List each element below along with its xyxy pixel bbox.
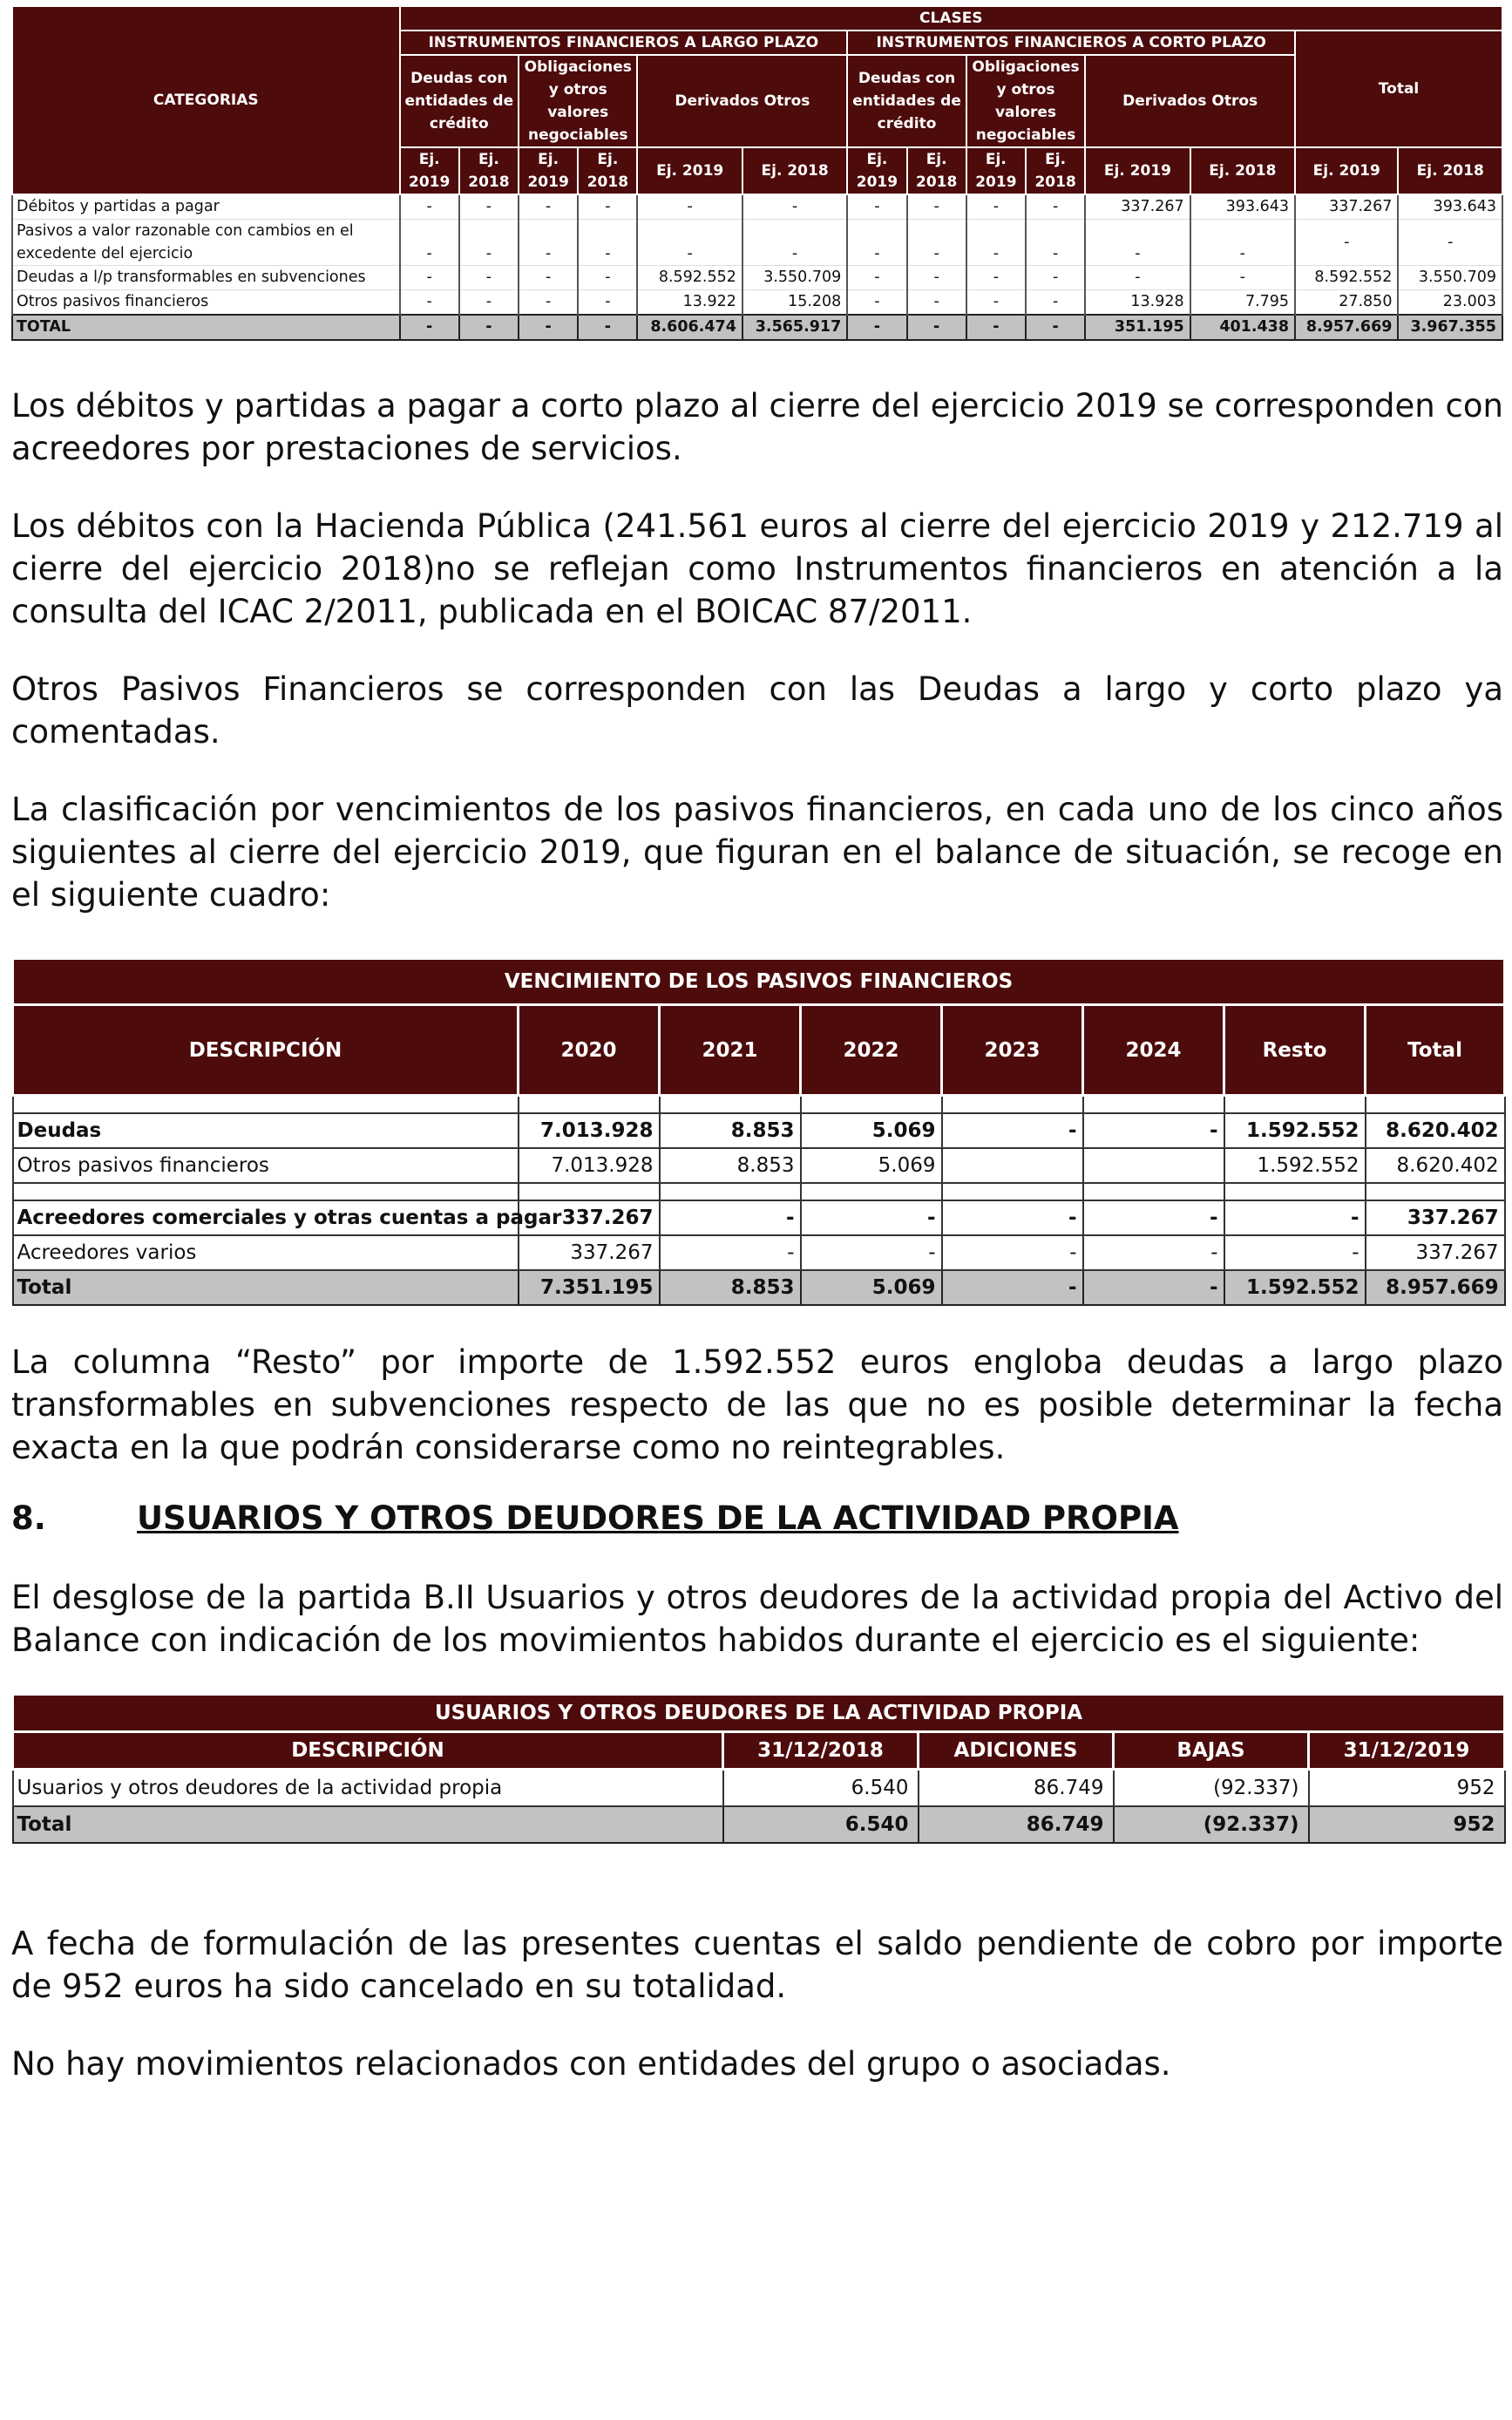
total-value: 8.606.474 <box>637 315 742 340</box>
year-header: Ej. 2019 <box>400 147 459 194</box>
year-header: Ej. 2018 <box>907 147 966 194</box>
year-header: Ej. 2019 <box>1085 147 1190 194</box>
table-row <box>13 1200 1505 1235</box>
paragraph: La clasificación por vencimientos de los pasivos financieros, en cada uno de los cinco años siguientes al cierre del ejercicio 2019, que figuran en el balance de situación, se recoge en el siguiente cuadro: <box>11 791 1503 914</box>
cell-value: 1.592.552 <box>1224 1113 1366 1148</box>
total-label: Total <box>13 1270 519 1305</box>
total-value: 3.565.917 <box>742 315 847 340</box>
cell-value: - <box>400 194 459 220</box>
section-number: 8. <box>11 1499 46 1537</box>
usuarios-table-title: USUARIOS Y OTROS DEUDORES DE LA ACTIVIDAD PROPIA <box>13 1695 1505 1732</box>
cell-value: 3.550.709 <box>742 266 847 290</box>
cell-value: - <box>966 220 1026 266</box>
cell-value: - <box>1083 1235 1224 1270</box>
total-value: - <box>847 315 906 340</box>
year-header: Ej. 2018 <box>742 147 847 194</box>
corto-plazo-header: INSTRUMENTOS FINANCIEROS A CORTO PLAZO <box>847 31 1295 55</box>
cell-value: - <box>1398 220 1502 266</box>
cell-value: (92.337) <box>1114 1770 1309 1807</box>
paragraph: El desglose de la partida B.II Usuarios y otros deudores de la actividad propia del Activo del Balance con indicación de los movimientos habidos durante el ejercicio es el siguiente: <box>11 1579 1503 1659</box>
section-heading <box>11 1497 1503 1540</box>
cell-value: 1.592.552 <box>1224 1148 1366 1183</box>
cell-value: 337.267 <box>1295 194 1398 220</box>
cell-value: - <box>801 1200 942 1235</box>
usuarios-deudores-table <box>11 1693 1506 1844</box>
row-label: Pasivos a valor razonable con cambios en el excedente del ejercicio <box>12 220 400 266</box>
cell-value: - <box>578 290 637 316</box>
cell-value: 5.069 <box>801 1113 942 1148</box>
cell-value: - <box>801 1235 942 1270</box>
total-value: 8.957.669 <box>1366 1270 1505 1305</box>
cell-value: 27.850 <box>1295 290 1398 316</box>
row-label: Deudas <box>13 1113 519 1148</box>
cell-value: - <box>459 266 519 290</box>
cell-value: - <box>1026 220 1085 266</box>
cell-value: 8.853 <box>660 1148 801 1183</box>
column-header: DESCRIPCIÓN <box>13 1005 519 1096</box>
cell-value: - <box>907 220 966 266</box>
table-row <box>13 1148 1505 1183</box>
total-value: 351.195 <box>1085 315 1190 340</box>
spacer-row <box>13 1183 1505 1200</box>
derivados-header: Derivados Otros <box>1085 55 1295 147</box>
cell-value: 8.592.552 <box>1295 266 1398 290</box>
obligaciones-header: Obligaciones y otros valores negociables <box>519 55 637 147</box>
paragraph: Los débitos con la Hacienda Pública (241.561 euros al cierre del ejercicio 2019 y 212.719 al cierre del ejercicio 2018)no se reflejan como Instrumentos financieros en atención a la consulta del ICAC 2/2011, publicada en el BOICAC 87/2011. <box>11 507 1503 630</box>
cell-value: 8.620.402 <box>1366 1113 1505 1148</box>
paragraph: A fecha de formulación de las presentes cuentas el saldo pendiente de cobro por importe de 952 euros ha sido cancelado en su totalidad. <box>11 1925 1503 2005</box>
cell-value: - <box>847 290 906 316</box>
total-label: Total <box>13 1806 723 1843</box>
spacer-row <box>13 1096 1505 1114</box>
year-header: Ej. 2018 <box>1190 147 1295 194</box>
year-header: Ej. 2018 <box>578 147 637 194</box>
derivados-header: Derivados Otros <box>637 55 847 147</box>
total-value: 86.749 <box>919 1806 1114 1843</box>
cell-value: 3.550.709 <box>1398 266 1502 290</box>
total-value: 8.853 <box>660 1270 801 1305</box>
total-value: 401.438 <box>1190 315 1295 340</box>
total-value: - <box>1083 1270 1224 1305</box>
cell-value: 7.013.928 <box>519 1148 660 1183</box>
row-label: Débitos y partidas a pagar <box>12 194 400 220</box>
total-value: - <box>1026 315 1085 340</box>
total-value: - <box>942 1270 1083 1305</box>
categorias-header: CATEGORIAS <box>12 6 400 194</box>
cell-value <box>942 1148 1083 1183</box>
cell-value: - <box>1026 266 1085 290</box>
financial-instruments-table <box>11 5 1503 341</box>
deudas-entidades-header: Deudas con entidades de crédito <box>847 55 966 147</box>
cell-value: - <box>942 1113 1083 1148</box>
cell-value: - <box>942 1200 1083 1235</box>
cell-value: 337.267 <box>1366 1200 1505 1235</box>
column-header: BAJAS <box>1114 1732 1309 1770</box>
clases-header: CLASES <box>400 6 1502 31</box>
cell-value: - <box>966 194 1026 220</box>
column-header: Resto <box>1224 1005 1366 1096</box>
cell-value: - <box>637 194 742 220</box>
cell-value: 952 <box>1309 1770 1505 1807</box>
cell-value: - <box>578 194 637 220</box>
cell-value: - <box>519 266 578 290</box>
total-label: TOTAL <box>12 315 400 340</box>
obligaciones-header: Obligaciones y otros valores negociables <box>966 55 1085 147</box>
cell-value: - <box>578 266 637 290</box>
total-value: 6.540 <box>723 1806 919 1843</box>
cell-value: 337.267 <box>519 1200 660 1235</box>
row-label: Otros pasivos financieros <box>12 290 400 316</box>
cell-value: 15.208 <box>742 290 847 316</box>
cell-value: 337.267 <box>1085 194 1190 220</box>
total-value: - <box>907 315 966 340</box>
cell-value: - <box>1190 266 1295 290</box>
column-header: 31/12/2019 <box>1309 1732 1505 1770</box>
cell-value: - <box>578 220 637 266</box>
cell-value: - <box>1085 266 1190 290</box>
cell-value: - <box>907 194 966 220</box>
column-header: 2023 <box>942 1005 1083 1096</box>
total-value: - <box>400 315 459 340</box>
cell-value: 337.267 <box>519 1235 660 1270</box>
total-value: 952 <box>1309 1806 1505 1843</box>
total-value: 1.592.552 <box>1224 1270 1366 1305</box>
year-header: Ej. 2019 <box>847 147 906 194</box>
year-header: Ej. 2019 <box>966 147 1026 194</box>
column-header: 2021 <box>660 1005 801 1096</box>
total-value: - <box>966 315 1026 340</box>
column-header: 2020 <box>519 1005 660 1096</box>
row-label: Otros pasivos financieros <box>13 1148 519 1183</box>
total-row <box>13 1270 1505 1305</box>
cell-value: - <box>966 290 1026 316</box>
column-header: 31/12/2018 <box>723 1732 919 1770</box>
cell-value: 8.853 <box>660 1113 801 1148</box>
cell-value: - <box>660 1235 801 1270</box>
cell-value: - <box>742 194 847 220</box>
total-header: Total <box>1295 31 1502 147</box>
cell-value: - <box>1224 1235 1366 1270</box>
total-row <box>12 315 1502 340</box>
cell-value: - <box>1190 220 1295 266</box>
row-label: Acreedores comerciales y otras cuentas a pagar <box>13 1200 519 1235</box>
paragraph: Los débitos y partidas a pagar a corto plazo al cierre del ejercicio 2019 se corresponden con acreedores por prestaciones de servicios. <box>11 387 1503 467</box>
year-header: Ej. 2018 <box>459 147 519 194</box>
table-row <box>13 1113 1505 1148</box>
paragraph: Otros Pasivos Financieros se corresponden con las Deudas a largo y corto plazo ya comentadas. <box>11 670 1503 751</box>
cell-value: 8.592.552 <box>637 266 742 290</box>
year-header: Ej. 2019 <box>1295 147 1398 194</box>
cell-value: - <box>847 266 906 290</box>
deudas-entidades-header: Deudas con entidades de crédito <box>400 55 519 147</box>
cell-value: - <box>519 220 578 266</box>
cell-value: - <box>1295 220 1398 266</box>
cell-value: - <box>966 266 1026 290</box>
table-row <box>12 194 1502 220</box>
year-header: Ej. 2018 <box>1026 147 1085 194</box>
cell-value: - <box>847 194 906 220</box>
total-value: 3.967.355 <box>1398 315 1502 340</box>
document-page <box>11 5 1503 2085</box>
column-header: ADICIONES <box>919 1732 1114 1770</box>
year-header: Ej. 2019 <box>637 147 742 194</box>
cell-value: - <box>400 220 459 266</box>
cell-value: 5.069 <box>801 1148 942 1183</box>
paragraph: No hay movimientos relacionados con entidades del grupo o asociadas. <box>11 2045 1171 2083</box>
cell-value: - <box>400 290 459 316</box>
total-value: - <box>459 315 519 340</box>
paragraph: La columna “Resto” por importe de 1.592.552 euros engloba deudas a largo plazo transformables en subvenciones respecto de las que no es posible determinar la fecha exacta en la que podrán considerarse como no reintegrables. <box>11 1343 1503 1466</box>
cell-value: - <box>1026 290 1085 316</box>
cell-value: - <box>1085 220 1190 266</box>
cell-value: 393.643 <box>1190 194 1295 220</box>
cell-value: - <box>1083 1113 1224 1148</box>
column-header: Total <box>1366 1005 1505 1096</box>
cell-value: - <box>907 290 966 316</box>
cell-value: - <box>400 266 459 290</box>
cell-value: - <box>742 220 847 266</box>
cell-value: - <box>637 220 742 266</box>
table-row <box>12 290 1502 316</box>
total-value: 5.069 <box>801 1270 942 1305</box>
year-header: Ej. 2019 <box>519 147 578 194</box>
table-row <box>13 1770 1505 1807</box>
table-row <box>13 1235 1505 1270</box>
cell-value: - <box>1026 194 1085 220</box>
cell-value: - <box>907 266 966 290</box>
cell-value: 86.749 <box>919 1770 1114 1807</box>
cell-value: 7.795 <box>1190 290 1295 316</box>
cell-value: 6.540 <box>723 1770 919 1807</box>
cell-value <box>1083 1148 1224 1183</box>
cell-value: 13.928 <box>1085 290 1190 316</box>
cell-value: 393.643 <box>1398 194 1502 220</box>
cell-value: - <box>942 1235 1083 1270</box>
column-header: DESCRIPCIÓN <box>13 1732 723 1770</box>
cell-value: - <box>519 290 578 316</box>
cell-value: - <box>459 194 519 220</box>
cell-value: 337.267 <box>1366 1235 1505 1270</box>
section-title: USUARIOS Y OTROS DEUDORES DE LA ACTIVIDAD PROPIA <box>137 1499 1179 1537</box>
cell-value: - <box>459 220 519 266</box>
table-row <box>12 220 1502 266</box>
cell-value: - <box>459 290 519 316</box>
row-label: Acreedores varios <box>13 1235 519 1270</box>
column-header: 2024 <box>1083 1005 1224 1096</box>
year-header: Ej. 2018 <box>1398 147 1502 194</box>
table-row <box>12 266 1502 290</box>
row-label: Usuarios y otros deudores de la actividad propia <box>13 1770 723 1807</box>
total-value: - <box>519 315 578 340</box>
total-value: (92.337) <box>1114 1806 1309 1843</box>
total-value: 7.351.195 <box>519 1270 660 1305</box>
cell-value: - <box>1083 1200 1224 1235</box>
column-header: 2022 <box>801 1005 942 1096</box>
largo-plazo-header: INSTRUMENTOS FINANCIEROS A LARGO PLAZO <box>400 31 848 55</box>
maturity-table-title: VENCIMIENTO DE LOS PASIVOS FINANCIEROS <box>13 959 1505 1005</box>
cell-value: 13.922 <box>637 290 742 316</box>
total-value: 8.957.669 <box>1295 315 1398 340</box>
cell-value: 8.620.402 <box>1366 1148 1505 1183</box>
maturity-table <box>11 957 1506 1306</box>
cell-value: 7.013.928 <box>519 1113 660 1148</box>
cell-value: - <box>519 194 578 220</box>
cell-value: 23.003 <box>1398 290 1502 316</box>
cell-value: - <box>847 220 906 266</box>
total-value: - <box>578 315 637 340</box>
total-row <box>13 1806 1505 1843</box>
cell-value: - <box>660 1200 801 1235</box>
row-label: Deudas a l/p transformables en subvenciones <box>12 266 400 290</box>
cell-value: - <box>1224 1200 1366 1235</box>
